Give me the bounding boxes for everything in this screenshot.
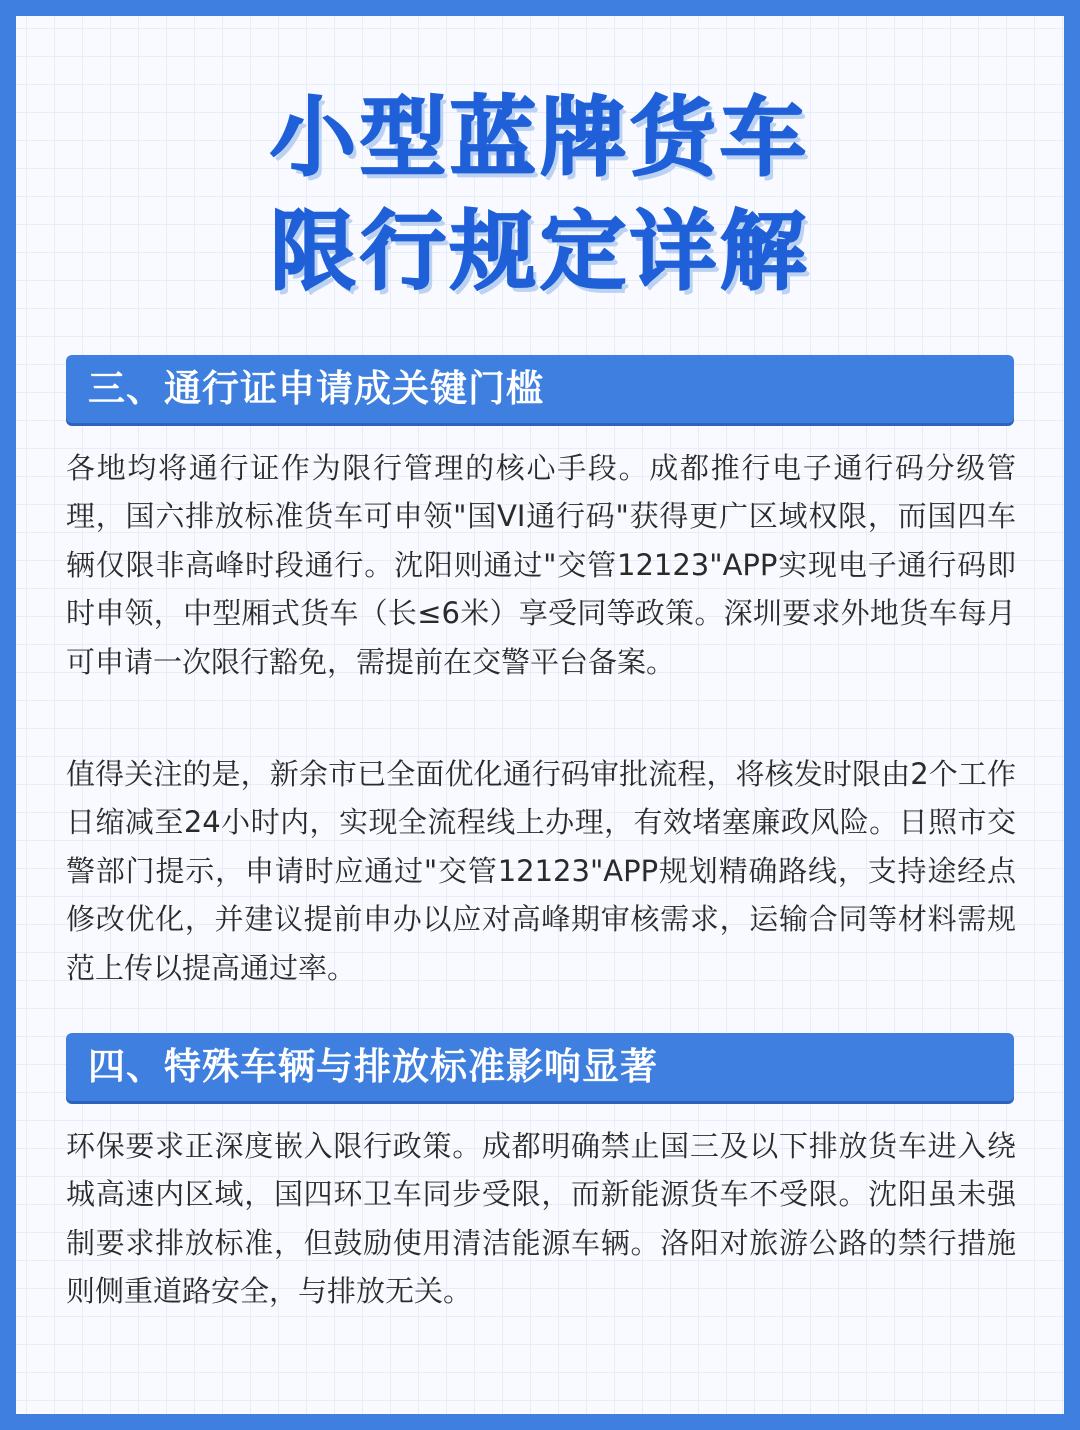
section-3-heading: 三、通行证申请成关键门槛 bbox=[88, 367, 544, 410]
title-line-2: 限行规定详解 bbox=[270, 202, 810, 302]
page-frame bbox=[16, 16, 1064, 1414]
section-3-paragraph-2: 值得关注的是，新余市已全面优化通行码审批流程，将核发时限由2个工作日缩减至24小时内，实现全流程线上办理，有效堵塞廉政风险。日照市交警部门提示，申请时应通过"交管12123"APP规划精确路线，支持途经点修改优化，并建议提前申办以应对高峰期审核需求，运输合同等材料需规范上传以提高通过率。 bbox=[66, 757, 1016, 985]
section-4-heading: 四、特殊车辆与排放标准影响显著 bbox=[88, 1045, 658, 1088]
section-4-heading-bar bbox=[66, 1033, 1014, 1101]
section-4-paragraph-1: 环保要求正深度嵌入限行政策。成都明确禁止国三及以下排放货车进入绕城高速内区域，国四环卫车同步受限，而新能源货车不受限。沈阳虽未强制要求排放标准，但鼓励使用清洁能源车辆。洛阳对旅游公路的禁行措施则侧重道路安全，与排放无关。 bbox=[66, 1129, 1016, 1309]
section-3-paragraph-1: 各地均将通行证作为限行管理的核心手段。成都推行电子通行码分级管理，国六排放标准货车可申领"国VI通行码"获得更广区域权限，而国四车辆仅限非高峰时段通行。沈阳则通过"交管12123"APP实现电子通行码即时申领，中型厢式货车（长≤6米）享受同等政策。深圳要求外地货车每月可申请一次限行豁免，需提前在交警平台备案。 bbox=[66, 451, 1016, 679]
title-line-1: 小型蓝牌货车 bbox=[270, 88, 810, 188]
section-3-heading-bar bbox=[66, 355, 1014, 423]
